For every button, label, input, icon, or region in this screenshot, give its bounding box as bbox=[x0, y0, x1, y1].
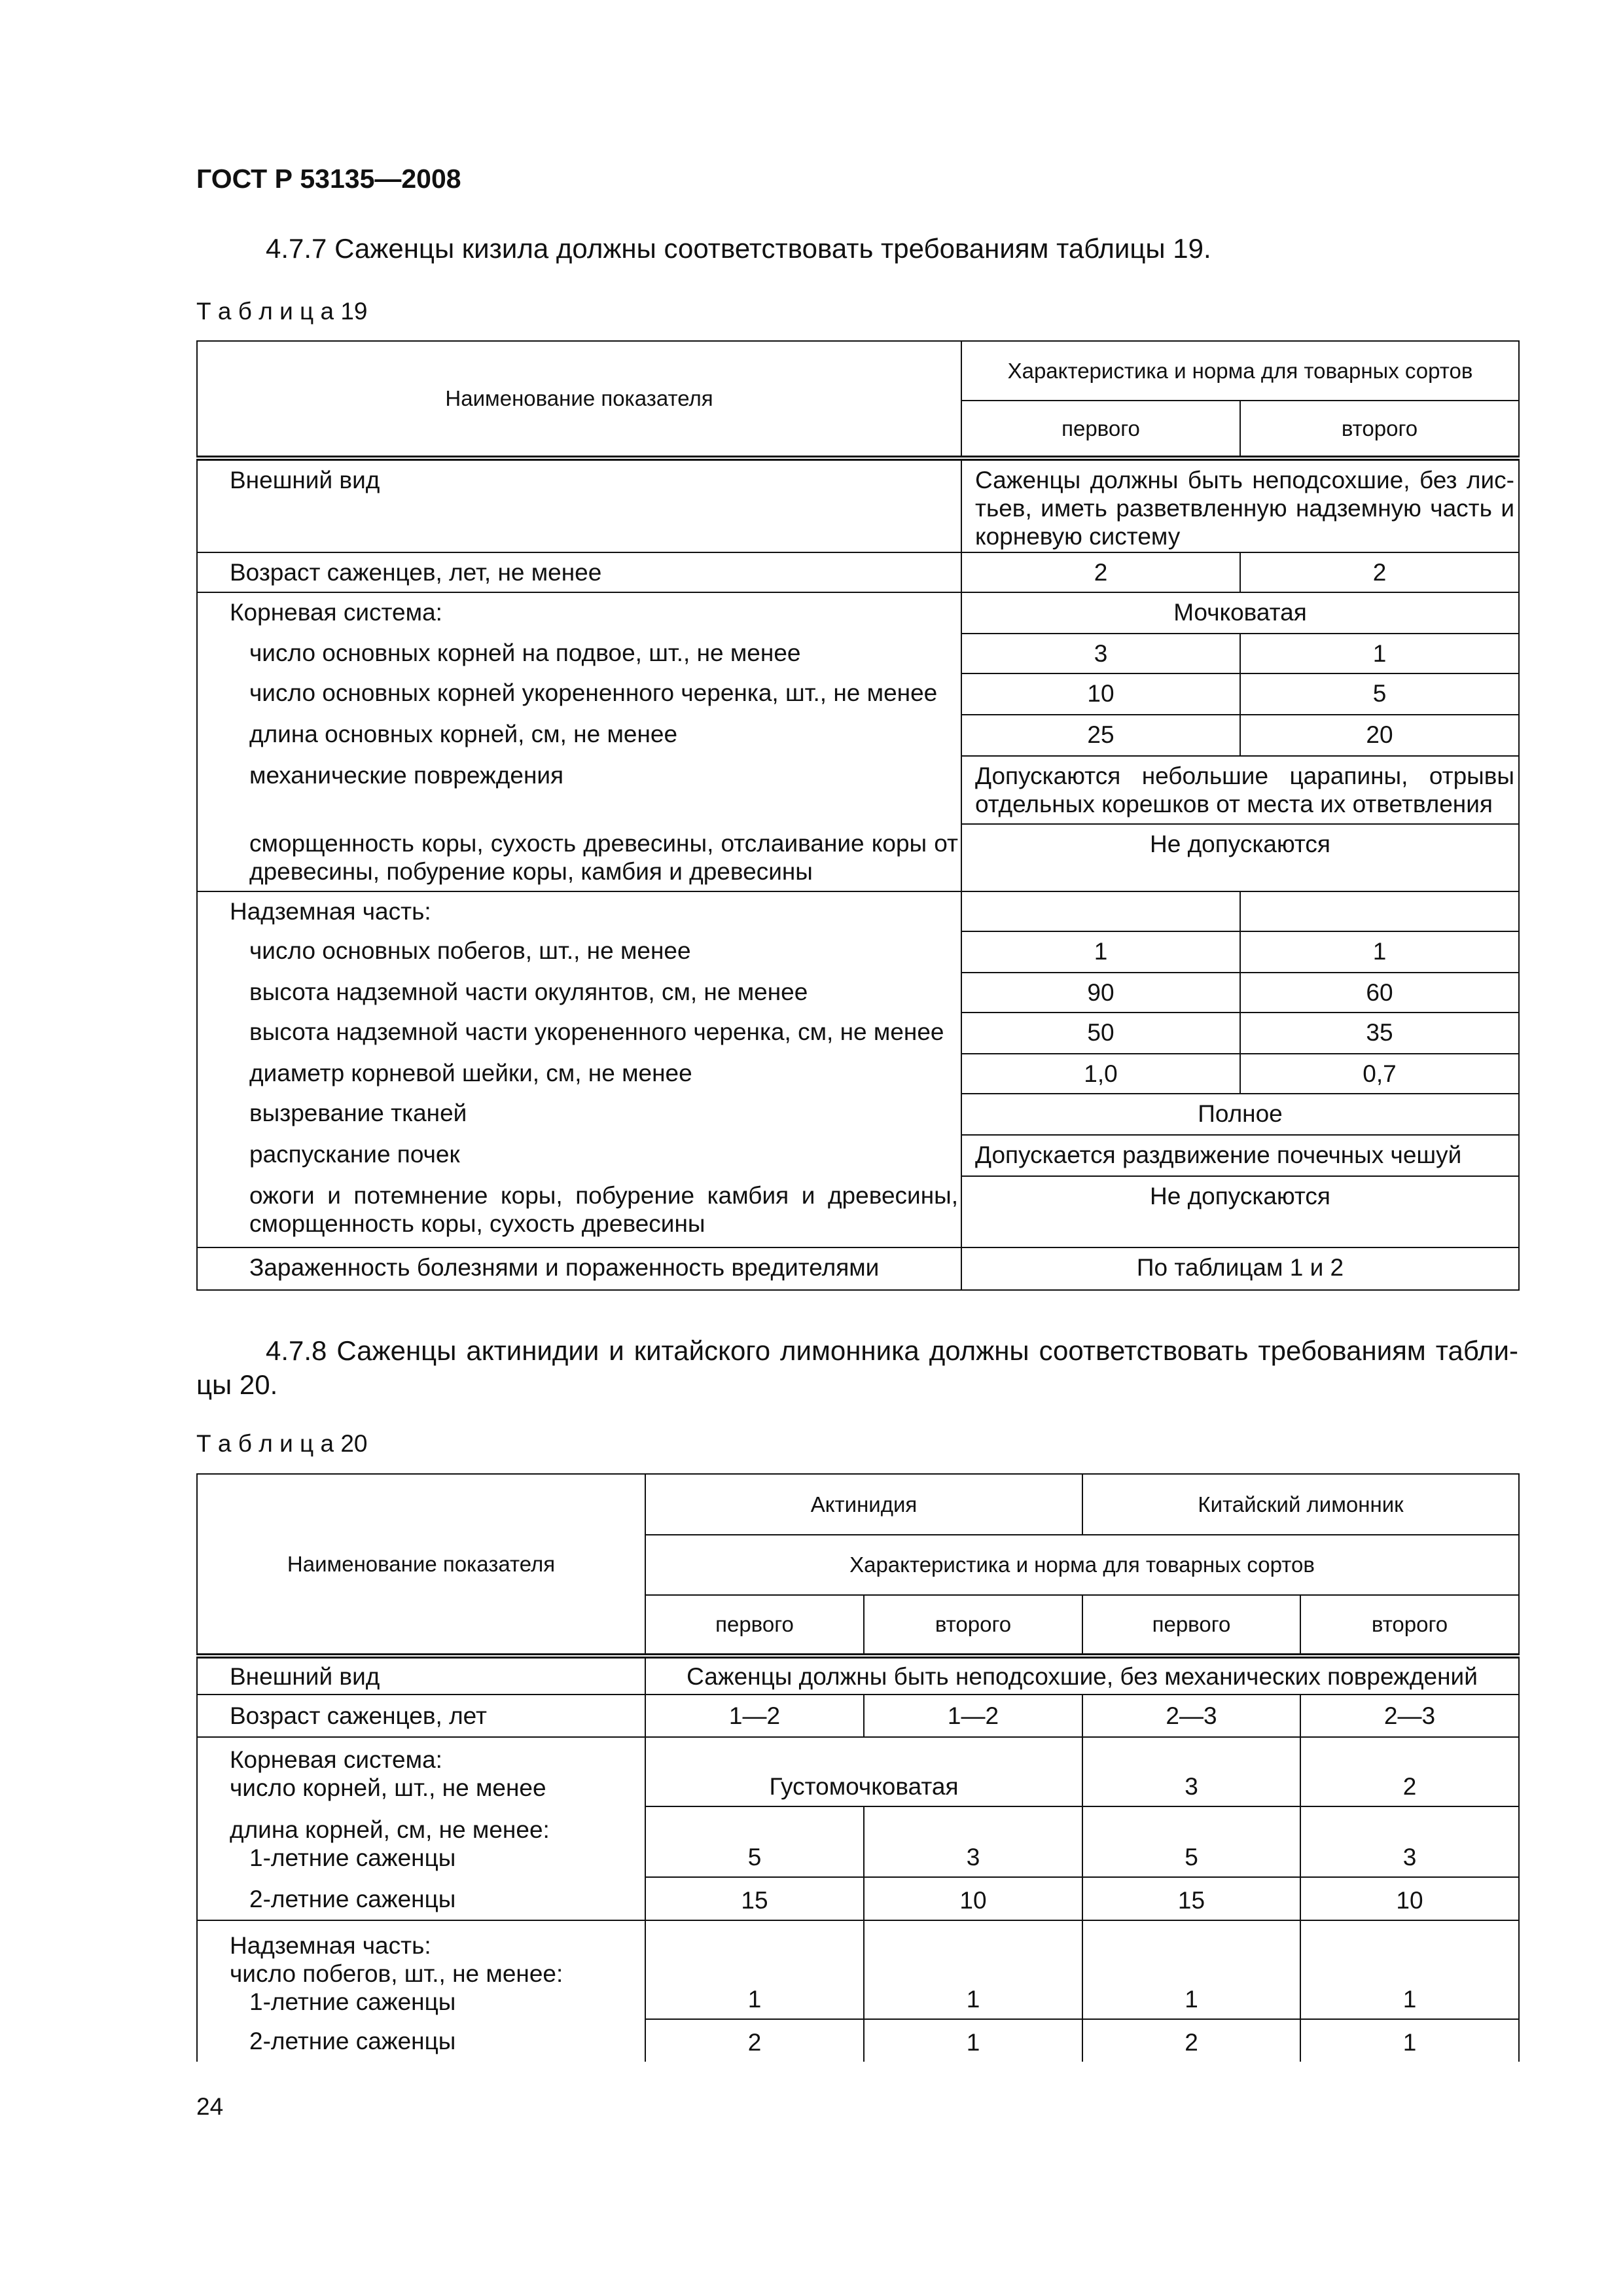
schisandra-first-value: 1 bbox=[1082, 1920, 1300, 2019]
first-grade-value: 25 bbox=[961, 715, 1240, 756]
row-collar-diameter bbox=[197, 1054, 1519, 1094]
indicator-label: длина корней, см, не менее: bbox=[230, 1816, 550, 1843]
header-row bbox=[197, 341, 1519, 401]
age-sublabel: 1-летние саженцы bbox=[249, 1988, 456, 2015]
actinidia-first-value: 5 bbox=[645, 1806, 864, 1877]
table-20-body bbox=[197, 1656, 1519, 2062]
group-label: Корневая система: bbox=[230, 1746, 442, 1773]
schisandra-second-value: 3 bbox=[1300, 1806, 1519, 1877]
indicator-name: длина основных корней, см, не менее bbox=[197, 715, 961, 756]
schisandra-first-value: 15 bbox=[1082, 1877, 1300, 1920]
indicator-label: число побегов, шт., не менее: bbox=[230, 1960, 563, 1987]
table-19-body bbox=[197, 458, 1519, 1290]
indicator-name: высота надземной части окулянтов, см, не менее bbox=[197, 973, 961, 1013]
indicator-name: высота надземной части укорененного черенка, см, не менее bbox=[197, 1013, 961, 1054]
indicator-name: вызревание тканей bbox=[197, 1094, 961, 1135]
indicator-name: число основных корней укорененного черенка, шт., не менее bbox=[197, 673, 961, 715]
paragraph-4-7-8: 4.7.8 Саженцы актинидии и китайского лимонника должны соответствовать требованиям таблицы 20. bbox=[196, 1335, 1518, 1400]
schisandra-second-value: 2 bbox=[1300, 1737, 1519, 1806]
indicator-header: Наименование показателя bbox=[197, 1474, 645, 1656]
row-height-cutting bbox=[197, 1013, 1519, 1054]
indicator-name: распускание почек bbox=[197, 1135, 961, 1176]
grades-value: Саженцы должны быть неподсохшие, без листьев, иметь разветвленную надземную часть и корневую систему bbox=[961, 458, 1519, 552]
grades-value: Допускается раздвижение почечных чешуй bbox=[961, 1135, 1519, 1176]
second-grade-value: 20 bbox=[1240, 715, 1519, 756]
row-main-shoots bbox=[197, 931, 1519, 973]
row-main-roots-cutting bbox=[197, 673, 1519, 715]
indicator-header: Наименование показателя bbox=[197, 341, 961, 458]
actinidia-value: Густомочковатая bbox=[645, 1737, 1082, 1806]
standard-header: ГОСТ Р 53135—2008 bbox=[196, 164, 461, 194]
group-label: Надземная часть: bbox=[230, 1932, 431, 1959]
indicator-name: диаметр корневой шейки, см, не менее bbox=[197, 1054, 961, 1094]
row-height-budded bbox=[197, 973, 1519, 1013]
schisandra-second-value: 10 bbox=[1300, 1877, 1519, 1920]
second-grade-value: 60 bbox=[1240, 973, 1519, 1013]
second-grade-value: 1 bbox=[1240, 931, 1519, 973]
schisandra-first-value: 2 bbox=[1082, 2019, 1300, 2062]
grades-header: Характеристика и норма для товарных сортов bbox=[961, 341, 1519, 401]
first-grade-value: 2 bbox=[961, 552, 1240, 592]
actinidia-first-value: 1 bbox=[645, 1920, 864, 2019]
first-grade-value: 50 bbox=[961, 1013, 1240, 1054]
table-20-caption: Т а б л и ц а 20 bbox=[196, 1430, 368, 1457]
row-bark-wrinkling bbox=[197, 824, 1519, 891]
row-age bbox=[197, 1695, 1519, 1737]
second-grade-value: 0,7 bbox=[1240, 1054, 1519, 1094]
row-root-system bbox=[197, 592, 1519, 634]
document-page bbox=[196, 162, 1518, 2121]
first-grade-value: 10 bbox=[961, 673, 1240, 715]
schisandra-second-value: 1 bbox=[1300, 1920, 1519, 2019]
first-grade-value: 90 bbox=[961, 973, 1240, 1013]
indicator-name bbox=[197, 1877, 645, 1920]
second-grade-value: 35 bbox=[1240, 1013, 1519, 1054]
actinidia-second-value: 10 bbox=[864, 1877, 1082, 1920]
schisandra-first-value: 5 bbox=[1082, 1806, 1300, 1877]
age-sublabel: 2-летние саженцы bbox=[249, 2028, 456, 2054]
actinidia-second-grade-header: второго bbox=[864, 1595, 1082, 1656]
grades-header: Характеристика и норма для товарных сортов bbox=[645, 1535, 1519, 1595]
row-appearance bbox=[197, 458, 1519, 552]
indicator-name: Корневая система: bbox=[197, 592, 961, 634]
actinidia-second-value: 3 bbox=[864, 1806, 1082, 1877]
indicator-name: механические повреждения bbox=[197, 756, 961, 824]
indicator-name: ожоги и потемнение коры, побурение камбия и древесины, сморщенность коры, сухость древесины bbox=[197, 1176, 961, 1247]
actinidia-first-grade-header: первого bbox=[645, 1595, 864, 1656]
row-burns-darkening bbox=[197, 1176, 1519, 1247]
schisandra-second-value: 2—3 bbox=[1300, 1695, 1519, 1737]
row-root-length-1yr bbox=[197, 1806, 1519, 1877]
first-grade-value: 3 bbox=[961, 634, 1240, 673]
table-19-head bbox=[197, 341, 1519, 458]
row-shoot-count-1yr bbox=[197, 1920, 1519, 2019]
page-number: 24 bbox=[196, 2093, 224, 2120]
indicator-label: число корней, шт., не менее bbox=[230, 1774, 546, 1801]
grades-value: Полное bbox=[961, 1094, 1519, 1135]
actinidia-header: Актинидия bbox=[645, 1474, 1082, 1535]
grades-value: Не допускаются bbox=[961, 824, 1519, 891]
grades-value: По таблицам 1 и 2 bbox=[961, 1247, 1519, 1290]
paragraph-4-7-7: 4.7.7 Саженцы кизила должны соответствовать требованиям таблицы 19. bbox=[266, 233, 1211, 264]
table-19-caption: Т а б л и ц а 19 bbox=[196, 298, 368, 325]
second-grade-value: 5 bbox=[1240, 673, 1519, 715]
indicator-name: число основных побегов, шт., не менее bbox=[197, 931, 961, 973]
first-grade-value: 1 bbox=[961, 931, 1240, 973]
table-20-head bbox=[197, 1474, 1519, 1656]
row-aerial-part bbox=[197, 891, 1519, 931]
all-grades-value: Саженцы должны быть неподсохшие, без механических повреждений bbox=[645, 1656, 1519, 1695]
schisandra-header: Китайский лимонник bbox=[1082, 1474, 1519, 1535]
actinidia-second-value: 1—2 bbox=[864, 1695, 1082, 1737]
grades-value: Допускаются небольшие царапины, отрывы отдельных корешков от места их ответвления bbox=[961, 756, 1519, 824]
actinidia-first-value: 15 bbox=[645, 1877, 864, 1920]
age-sublabel: 2-летние саженцы bbox=[249, 1886, 456, 1912]
actinidia-first-value: 2 bbox=[645, 2019, 864, 2062]
schisandra-second-grade-header: второго bbox=[1300, 1595, 1519, 1656]
schisandra-first-value: 3 bbox=[1082, 1737, 1300, 1806]
actinidia-second-value: 1 bbox=[864, 2019, 1082, 2062]
table-19 bbox=[196, 340, 1520, 1291]
indicator-name: Зараженность болезнями и пораженность вредителями bbox=[197, 1247, 961, 1290]
row-age bbox=[197, 552, 1519, 592]
indicator-name bbox=[197, 1737, 645, 1806]
header-row-species bbox=[197, 1474, 1519, 1535]
grades-value: Мочковатая bbox=[961, 592, 1519, 634]
indicator-name bbox=[197, 1920, 645, 2019]
table-20 bbox=[196, 1473, 1520, 2062]
indicator-name: Внешний вид bbox=[197, 1656, 645, 1695]
actinidia-first-value: 1—2 bbox=[645, 1695, 864, 1737]
indicator-name: Надземная часть: bbox=[197, 891, 961, 931]
second-grade-value bbox=[1240, 891, 1519, 931]
indicator-name: Возраст саженцев, лет, не менее bbox=[197, 552, 961, 592]
age-sublabel: 1-летние саженцы bbox=[249, 1844, 456, 1871]
indicator-name bbox=[197, 1806, 645, 1877]
second-grade-header: второго bbox=[1240, 401, 1519, 458]
first-grade-value bbox=[961, 891, 1240, 931]
second-grade-value: 2 bbox=[1240, 552, 1519, 592]
second-grade-value: 1 bbox=[1240, 634, 1519, 673]
row-tissue-maturation bbox=[197, 1094, 1519, 1135]
indicator-name: Возраст саженцев, лет bbox=[197, 1695, 645, 1737]
row-bud-break bbox=[197, 1135, 1519, 1176]
schisandra-first-value: 2—3 bbox=[1082, 1695, 1300, 1737]
row-appearance bbox=[197, 1656, 1519, 1695]
schisandra-second-value: 1 bbox=[1300, 2019, 1519, 2062]
indicator-name bbox=[197, 2019, 645, 2062]
row-disease-infestation bbox=[197, 1247, 1519, 1290]
first-grade-header: первого bbox=[961, 401, 1240, 458]
indicator-name: сморщенность коры, сухость древесины, отслаивание коры от древесины, побурение коры, камбия и древесины bbox=[197, 824, 961, 891]
row-mechanical-damage bbox=[197, 756, 1519, 824]
indicator-name: Внешний вид bbox=[197, 458, 961, 552]
schisandra-first-grade-header: первого bbox=[1082, 1595, 1300, 1656]
row-root-count bbox=[197, 1737, 1519, 1806]
row-main-roots-rootstock bbox=[197, 634, 1519, 673]
row-shoot-count-2yr bbox=[197, 2019, 1519, 2062]
indicator-name: число основных корней на подвое, шт., не менее bbox=[197, 634, 961, 673]
row-root-length-2yr bbox=[197, 1877, 1519, 1920]
grades-value: Не допускаются bbox=[961, 1176, 1519, 1247]
row-root-length bbox=[197, 715, 1519, 756]
first-grade-value: 1,0 bbox=[961, 1054, 1240, 1094]
actinidia-second-value: 1 bbox=[864, 1920, 1082, 2019]
